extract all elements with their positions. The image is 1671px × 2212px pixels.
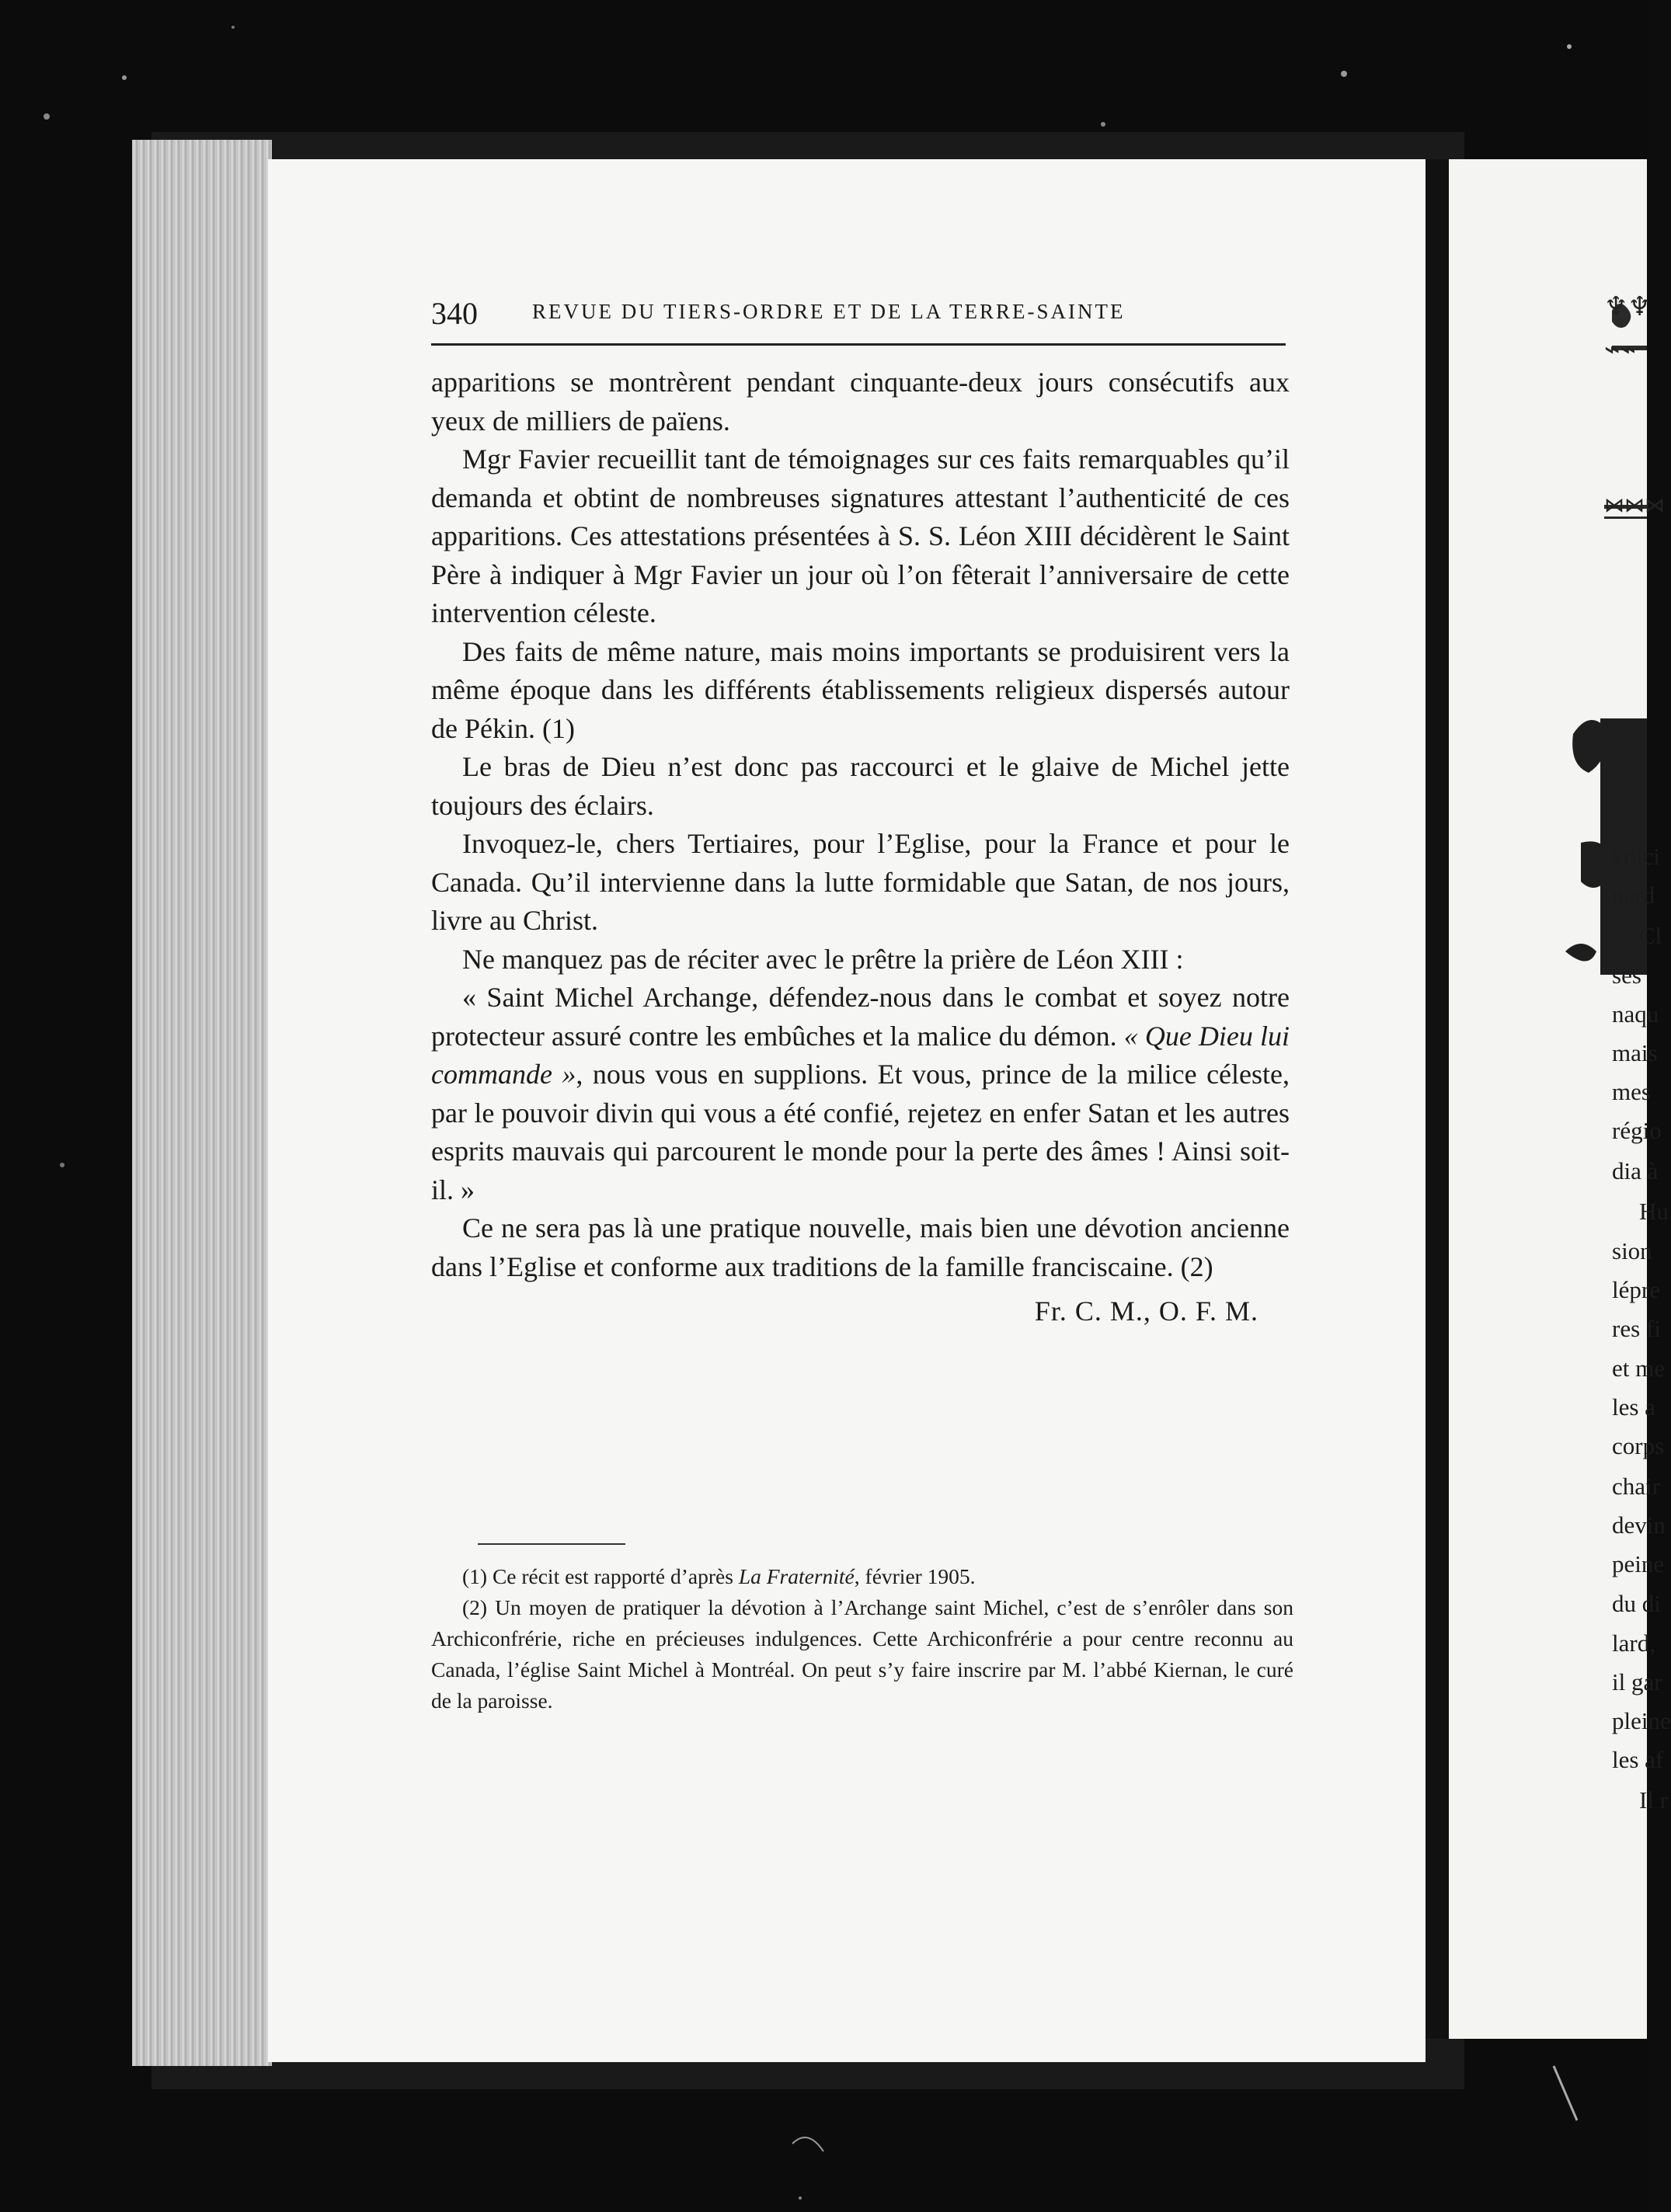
facing-page-line: il gar <box>1612 1668 1662 1696</box>
facing-page-line: ses <box>1612 962 1641 989</box>
facing-page-line: sion <box>1612 1237 1652 1264</box>
facing-page-line: lépre <box>1612 1276 1660 1303</box>
facing-page-line: Hu <box>1639 1198 1669 1225</box>
page-number: 340 <box>431 296 478 331</box>
facing-page-line: res fi <box>1612 1315 1661 1342</box>
footnote-2: (2) Un moyen de pratiquer la dévotion à l’Archange saint Michel, c’est de s’enrôler dans son Archiconfrérie, riche en précieuses indulgences. Cette Archiconfrérie a pour centre reconnu au Canada, l’église Saint Michel à Montréal. On peut s’y faire inscrire par M. l’abbé Kiernan, le curé de la paroisse. <box>431 1595 1293 1713</box>
facing-page-line: nard <box>1612 882 1655 909</box>
facing-page-line: les a <box>1612 1393 1655 1421</box>
facing-page-line: voici <box>1612 843 1660 870</box>
facing-page-line: naqu <box>1612 1000 1659 1028</box>
facing-ornament-2: ⌁⌁ <box>1604 336 1636 364</box>
prayer-open: « Saint Michel Archange, défendez-nous dans le combat et soyez notre protecteur assuré contre les embûches et la malice du démon. <box>431 982 1290 1052</box>
footnotes <box>431 1561 1293 1716</box>
paragraph: Ce ne sera pas là une pratique nouvelle, mais bien une dévotion ancienne dans l’Eglise et conforme aux traditions de la famille franciscaine. (2) <box>431 1212 1290 1282</box>
footnote-1-source: La Fraternité <box>738 1564 855 1588</box>
prayer-paragraph <box>431 979 1290 1209</box>
paragraph: Ne manquez pas de réciter avec le prêtre la prière de Léon XIII : <box>462 943 1184 975</box>
facing-ornament-1: ♆♆ <box>1604 293 1652 322</box>
footnote-1-text: (1) Ce récit est rapporté d’après <box>462 1564 739 1588</box>
prayer-close: , nous vous en supplions. Et vous, prince de la milice céleste, par le pouvoir divin qui vous a été confié, rejetez en enfer Satan et les autres esprits mauvais qui parcourent le monde pour la perte des âmes ! Ainsi soit-il. » <box>431 1059 1290 1205</box>
paragraph: apparitions se montrèrent pendant cinquante-deux jours consécutifs aux yeux de milliers de païens. <box>431 367 1290 436</box>
facing-page-line: et me <box>1612 1355 1665 1382</box>
running-title: REVUE DU TIERS-ORDRE ET DE LA TERRE-SAINTE <box>532 300 1126 323</box>
header-rule <box>431 343 1286 346</box>
facing-page-line: devin <box>1612 1511 1666 1539</box>
running-header <box>431 295 1286 342</box>
facing-page-line: dia à <box>1612 1157 1659 1184</box>
facing-page-line: régio <box>1612 1117 1662 1144</box>
footnote-rule <box>478 1543 625 1545</box>
facing-page-line: lard, <box>1612 1629 1655 1657</box>
page-edges <box>132 140 272 2066</box>
signature: Fr. C. M., O. F. M. <box>1034 1296 1258 1327</box>
facing-page-line: mais <box>1612 1039 1658 1066</box>
footnote-1-date: , février 1905. <box>854 1564 976 1588</box>
facing-page-line: Il r <box>1639 1786 1669 1814</box>
paragraph: Des faits de même nature, mais moins importants se produisirent vers la même époque dans les différents établissements religieux dispersés autour de Pékin. (1) <box>431 635 1290 744</box>
facing-page-line: les af <box>1612 1746 1664 1773</box>
facing-page-line: mes <box>1612 1078 1651 1105</box>
facing-page-line: pleine <box>1612 1707 1671 1734</box>
facing-page-line: corps <box>1612 1432 1665 1459</box>
paragraph: Invoquez-le, chers Tertiaires, pour l’Eglise, pour la France et pour le Canada. Qu’il intervienne dans la lutte formidable que Satan, de nos jours, livre au Christ. <box>431 828 1290 936</box>
facing-page-line: chair <box>1612 1473 1660 1500</box>
paragraph: Mgr Favier recueillit tant de témoignages sur ces faits remarquables qu’il demanda et obtint de nombreuses signatures attestant l’authenticité de ces apparitions. Ces attestations présentées à S. S. Léon XIII décidèrent le Saint Père à indiquer à Mgr Favier un jour où l’on fêterait l’anniversaire de cette intervention céleste. <box>431 443 1290 628</box>
article-body <box>431 363 1290 1331</box>
footnote-1 <box>431 1561 1293 1592</box>
facing-page-line: du di <box>1612 1590 1661 1617</box>
facing-page-line: peine <box>1612 1550 1665 1577</box>
facing-page-line: Cl <box>1639 922 1662 949</box>
prayer-italic: « Que Dieu lui commande » <box>431 1020 1290 1090</box>
facing-ornament-3: ⋈⋈⋈ <box>1604 494 1665 516</box>
paragraph: Le bras de Dieu n’est donc pas raccourci et le glaive de Michel jette toujours des éclairs. <box>431 751 1290 821</box>
